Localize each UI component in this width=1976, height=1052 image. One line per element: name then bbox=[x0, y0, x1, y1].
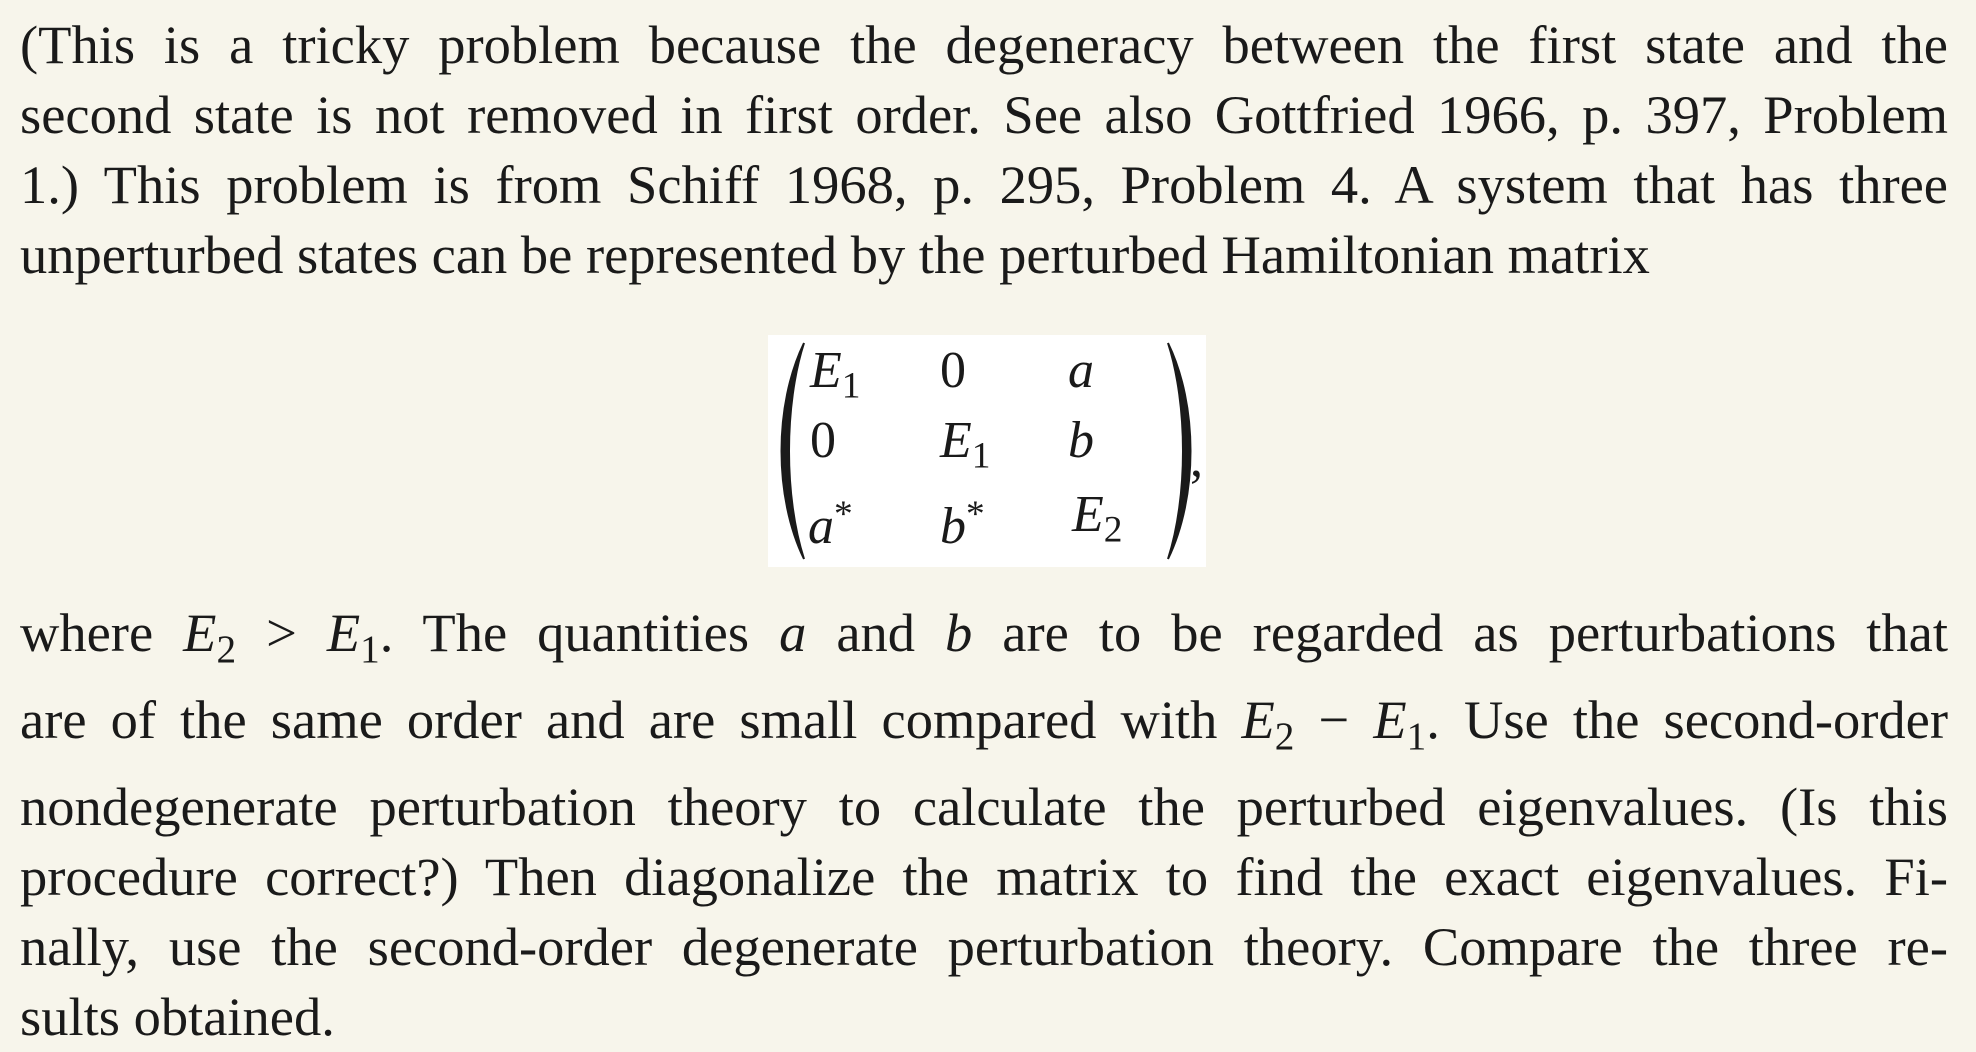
text-line: unperturbed states can be represented by the perturbed Hamiltonian matrix bbox=[20, 224, 1650, 285]
paragraph-question bbox=[20, 598, 1948, 1052]
matrix-cell-3-2: b* bbox=[940, 494, 985, 555]
hamiltonian-matrix bbox=[768, 335, 1206, 567]
matrix-cell-2-1: 0 bbox=[810, 412, 836, 469]
matrix-cell-1-3: a bbox=[1068, 342, 1094, 399]
text-line: 1.) This problem is from Schiff 1968, p. 295, Problem 4. A system that has three bbox=[20, 154, 1948, 215]
matrix-cell-2-2: $E_1$ bbox=[940, 412, 991, 477]
text-line: where $E_2 > E_1$. The quantities a and b are to be regarded as perturbations that bbox=[20, 602, 1949, 671]
matrix-cell-1-2: 0 bbox=[940, 342, 966, 399]
text-line: are of the same order and are small compared with $E_2 - E_1$. Use the second-order bbox=[20, 688, 1948, 758]
text-line: nondegenerate perturbation theory to calculate the perturbed eigenvalues. (Is this bbox=[20, 775, 1948, 837]
text-line: procedure correct?) Then diagonalize the matrix to find the exact eigenvalues. Fi- bbox=[20, 845, 1948, 907]
text-line: (This is a tricky problem because the degeneracy between the first state and the bbox=[20, 14, 1948, 75]
text-line: nally, use the second-order degenerate perturbation theory. Compare the three re- bbox=[20, 915, 1948, 977]
matrix-cell-3-3: $E_2$ bbox=[1072, 486, 1123, 551]
paragraph-intro bbox=[20, 10, 1948, 290]
matrix-cell-3-1: a* bbox=[808, 494, 853, 555]
matrix-cell-2-3: b bbox=[1068, 412, 1094, 469]
text-line: second state is not removed in first order. See also Gottfried 1966, p. 397, Problem bbox=[20, 84, 1948, 145]
text-line: sults obtained. bbox=[20, 985, 335, 1047]
left-parenthesis bbox=[782, 343, 805, 559]
matrix-cell-1-1: $E_1$ bbox=[810, 342, 861, 407]
right-parenthesis bbox=[1168, 343, 1191, 559]
matrix-trailing-comma: , bbox=[1190, 431, 1203, 488]
